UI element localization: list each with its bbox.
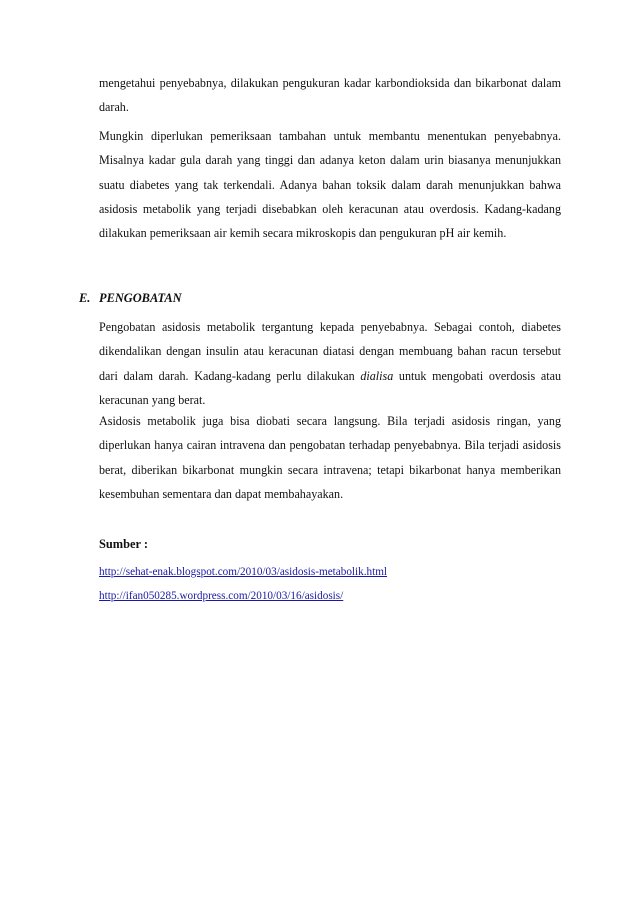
paragraph-3-text — [99, 315, 561, 412]
paragraph-3 — [99, 315, 561, 412]
paragraph-1 — [99, 71, 561, 120]
source-link-1[interactable]: http://sehat-enak.blogspot.com/2010/03/asidosis-metabolik.html — [99, 566, 388, 578]
paragraph-1-text: mengetahui penyebabnya, dilakukan pengukuran kadar karbondioksida dan bikarbonat dalam darah. — [99, 76, 561, 115]
paragraph-3-italic-term: dialisa — [360, 368, 394, 383]
section-heading — [79, 291, 182, 306]
section-letter: E. — [79, 291, 91, 305]
paragraph-3-text-end: untuk mengobati overdosis atau keracunan yang berat. — [99, 368, 562, 407]
source-link-2[interactable]: http://ifan050285.wordpress.com/2010/03/16/asidosis/ — [99, 590, 344, 602]
paragraph-4 — [99, 409, 561, 506]
sources-label: Sumber : — [99, 537, 148, 551]
paragraph-2 — [99, 124, 561, 245]
paragraph-2-text: Mungkin diperlukan pemeriksaan tambahan untuk membantu menentukan penyebabnya. Misalnya kadar gula darah yang tinggi dan adanya keton dalam urin biasanya menunjukkan suatu diabetes yang tak terkendali. Adanya bahan toksik dalam darah menunjukkan bahwa asidosis metabolik yang terjadi disebabkan oleh keracunan atau overdosis. Kadang-kadang dilakukan pemeriksaan air kemih secara mikroskopis dan pengukuran pH air kemih. — [99, 129, 561, 241]
paragraph-4-text: Asidosis metabolik juga bisa diobati secara langsung. Bila terjadi asidosis ringan, yang diperlukan hanya cairan intravena dan pengobatan terhadap penyebabnya. Bila terjadi asidosis berat, diberikan bikarbonat mungkin secara intravena; tetapi bikarbonat hanya memberikan kesembuhan sementara dan dapat membahayakan. — [99, 414, 561, 501]
paragraph-3-text-start: Pengobatan asidosis metabolik tergantung kepada penyebabnya. Sebagai contoh, diabetes dikendalikan dengan insulin atau keracunan diatasi dengan membuang bahan racun tersebut dari dalam darah. Kadang-kadang perlu dilakukan — [99, 320, 561, 383]
section-title: PENGOBATAN — [99, 291, 182, 305]
